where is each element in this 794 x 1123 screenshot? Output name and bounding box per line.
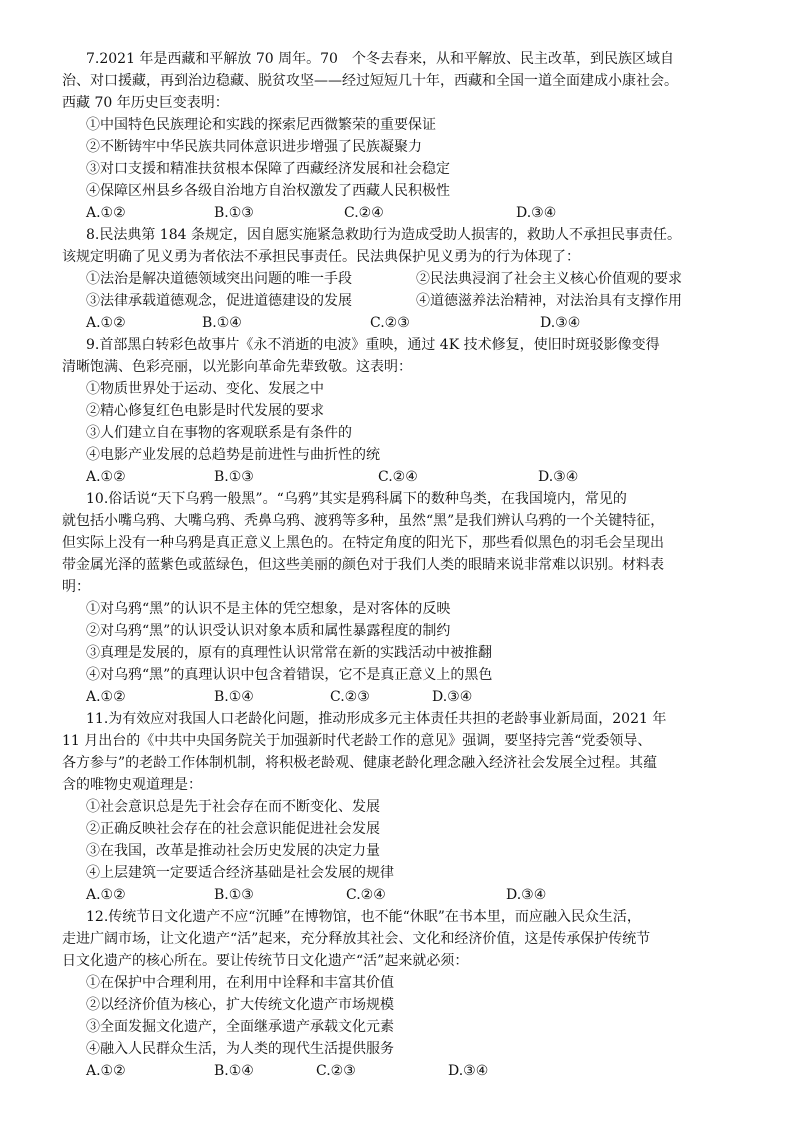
choice-d[interactable]: D.③④ xyxy=(516,205,557,221)
choice-b[interactable]: B.①④ xyxy=(214,689,254,705)
option-2: ②对乌鸦“黑”的认识受认识对象本质和属性暴露程度的制约 xyxy=(86,623,451,639)
question-stem-line: 该规定明确了见义勇为者依法不承担民事责任。民法典保护见义勇为的行为体现了： xyxy=(62,249,580,265)
question-stem-line: 7.2021 年是西藏和平解放 70 周年。70 个冬去春来，从和平解放、民主改革，到民族区域自 xyxy=(86,51,674,67)
question-8 xyxy=(62,224,742,334)
choice-a[interactable]: A.①② xyxy=(86,205,126,221)
choice-d[interactable]: D.③④ xyxy=(506,887,547,903)
option-2: ②正确反映社会存在的社会意识能促进社会发展 xyxy=(86,821,380,837)
answer-choices xyxy=(62,884,742,906)
choice-d[interactable]: D.③④ xyxy=(432,689,473,705)
choice-c[interactable]: C.②④ xyxy=(378,469,418,485)
choice-c[interactable]: C.②③ xyxy=(330,689,370,705)
option-4: ④电影产业发展的总趋势是前进性与曲折性的统 xyxy=(86,447,380,463)
question-stem-line: 11 月出台的《中共中央国务院关于加强新时代老龄工作的意见》强调，要坚持完善“党委领导、 xyxy=(62,733,652,749)
option-4: ④对乌鸦“黑”的真理认识中包含着错误，它不是真正意义上的黑色 xyxy=(86,667,493,683)
choice-b[interactable]: B.①③ xyxy=(214,887,254,903)
choice-c[interactable]: C.②④ xyxy=(344,205,384,221)
option-2: ②不断铸牢中华民族共同体意识进步增强了民族凝聚力 xyxy=(86,139,422,155)
choice-d[interactable]: D.③④ xyxy=(538,469,579,485)
option-3: ③在我国，改革是推动社会历史发展的决定力量 xyxy=(86,843,380,859)
option-2: ②以经济价值为核心，扩大传统文化遗产市场规模 xyxy=(86,997,394,1013)
question-9 xyxy=(62,334,742,488)
question-7 xyxy=(62,48,742,224)
option-1: ①法治是解决道德领域突出问题的唯一手段 xyxy=(86,271,352,287)
option-1: ①在保护中合理利用，在利用中诠释和丰富其价值 xyxy=(86,975,394,991)
question-stem-line: 11.为有效应对我国人口老龄化问题，推动形成多元主体责任共担的老龄事业新局面，2021 年 xyxy=(86,711,667,727)
question-stem-line: 就包括小嘴乌鸦、大嘴乌鸦、秃鼻乌鸦、渡鸦等多种，虽然“黑”是我们辨认乌鸦的一个关键特征， xyxy=(62,513,665,529)
question-10 xyxy=(62,488,742,708)
option-1: ①中国特色民族理论和实践的探索尼西微繁荣的重要保证 xyxy=(86,117,436,133)
question-stem-line: 但实际上没有一种乌鸦是真正意义上黑色的。在特定角度的阳光下，那些看似黑色的羽毛会呈现出 xyxy=(62,535,664,551)
option-4: ④上层建筑一定要适合经济基础是社会发展的规律 xyxy=(86,865,394,881)
choice-d[interactable]: D.③④ xyxy=(540,315,581,331)
option-3: ③人们建立自在事物的客观联系是有条件的 xyxy=(86,425,352,441)
question-stem-line: 治、对口援藏，再到治边稳藏、脱贫攻坚——经过短短几十年，西藏和全国一道全面建成小康社会。 xyxy=(62,73,678,89)
option-4: ④融入人民群众生活，为人类的现代生活提供服务 xyxy=(86,1041,394,1057)
question-list xyxy=(62,48,742,1082)
answer-choices xyxy=(62,686,742,708)
choice-d[interactable]: D.③④ xyxy=(448,1063,489,1079)
choice-c[interactable]: C.②④ xyxy=(346,887,386,903)
question-stem-line: 含的唯物史观道理是： xyxy=(62,777,202,793)
choice-a[interactable]: A.①② xyxy=(86,689,126,705)
choice-a[interactable]: A.①② xyxy=(86,315,126,331)
question-stem-line: 各方参与”的老龄工作体制机制，将积极老龄观、健康老龄化理念融入经济社会发展全过程。其蕴 xyxy=(62,755,658,771)
answer-choices xyxy=(62,1060,742,1082)
option-1: ①社会意识总是先于社会存在而不断变化、发展 xyxy=(86,799,380,815)
question-stem-line: 西藏 70 年历史巨变表明： xyxy=(62,95,229,111)
option-3: ③真理是发展的，原有的真理性认识常常在新的实践活动中被推翻 xyxy=(86,645,492,661)
question-stem-line: 10.俗话说“天下乌鸦一般黑”。“乌鸦”其实是鸦科属下的数种鸟类，在我国境内，常见的 xyxy=(86,491,627,507)
option-3: ③对口支援和精准扶贫根本保障了西藏经济发展和社会稳定 xyxy=(86,161,450,177)
choice-c[interactable]: C.②③ xyxy=(316,1063,356,1079)
question-stem-line: 走进广阔市场，让文化遗产“活”起来，充分释放其社会、文化和经济价值，这是传承保护传统节 xyxy=(62,931,651,947)
option-3: ③全面发掘文化遗产，全面继承遗产承载文化元素 xyxy=(86,1019,394,1035)
answer-choices xyxy=(62,312,742,334)
option-4: ④道德滋养法治精神，对法治具有支撑作用 xyxy=(416,293,682,309)
question-stem-line: 12.传统节日文化遗产不应“沉睡”在博物馆，也不能“休眠”在书本里，而应融入民众生活， xyxy=(86,909,641,925)
choice-b[interactable]: B.①③ xyxy=(214,469,254,485)
question-stem-line: 带金属光泽的蓝紫色或蓝绿色，但这些美丽的颜色对于我们人类的眼睛来说非常难以识别。材料表 xyxy=(62,557,664,573)
choice-b[interactable]: B.①④ xyxy=(214,1063,254,1079)
question-12 xyxy=(62,906,742,1082)
question-stem-line: 9.首部黑白转彩色故事片《永不消逝的电波》重映，通过 4K 技术修复，使旧时斑驳影像变得 xyxy=(86,337,660,353)
option-1: ①对乌鸦“黑”的认识不是主体的凭空想象，是对客体的反映 xyxy=(86,601,451,617)
option-row xyxy=(62,290,742,312)
question-stem-line: 8.民法典第 184 条规定，因自愿实施紧急救助行为造成受助人损害的，救助人不承担民事责任。 xyxy=(86,227,681,243)
option-3: ③法律承载道德观念，促进道德建设的发展 xyxy=(86,293,352,309)
question-stem-line: 明： xyxy=(62,579,90,595)
option-2: ②精心修复红色电影是时代发展的要求 xyxy=(86,403,324,419)
choice-a[interactable]: A.①② xyxy=(86,469,126,485)
question-11 xyxy=(62,708,742,906)
choice-c[interactable]: C.②③ xyxy=(370,315,410,331)
option-row xyxy=(62,268,742,290)
answer-choices xyxy=(62,202,742,224)
choice-a[interactable]: A.①② xyxy=(86,887,126,903)
choice-a[interactable]: A.①② xyxy=(86,1063,126,1079)
option-4: ④保障区州县乡各级自治地方自治权激发了西藏人民积极性 xyxy=(86,183,450,199)
choice-b[interactable]: B.①③ xyxy=(214,205,254,221)
answer-choices xyxy=(62,466,742,488)
option-1: ①物质世界处于运动、变化、发展之中 xyxy=(86,381,324,397)
question-stem-line: 日文化遗产的核心所在。要让传统节日文化遗产“活”起来就必须： xyxy=(62,953,469,969)
option-2: ②民法典浸润了社会主义核心价值观的要求 xyxy=(416,271,682,287)
question-stem-line: 清晰饱满、色彩亮丽，以光影向革命先辈致敬。这表明： xyxy=(62,359,412,375)
choice-b[interactable]: B.①④ xyxy=(202,315,242,331)
